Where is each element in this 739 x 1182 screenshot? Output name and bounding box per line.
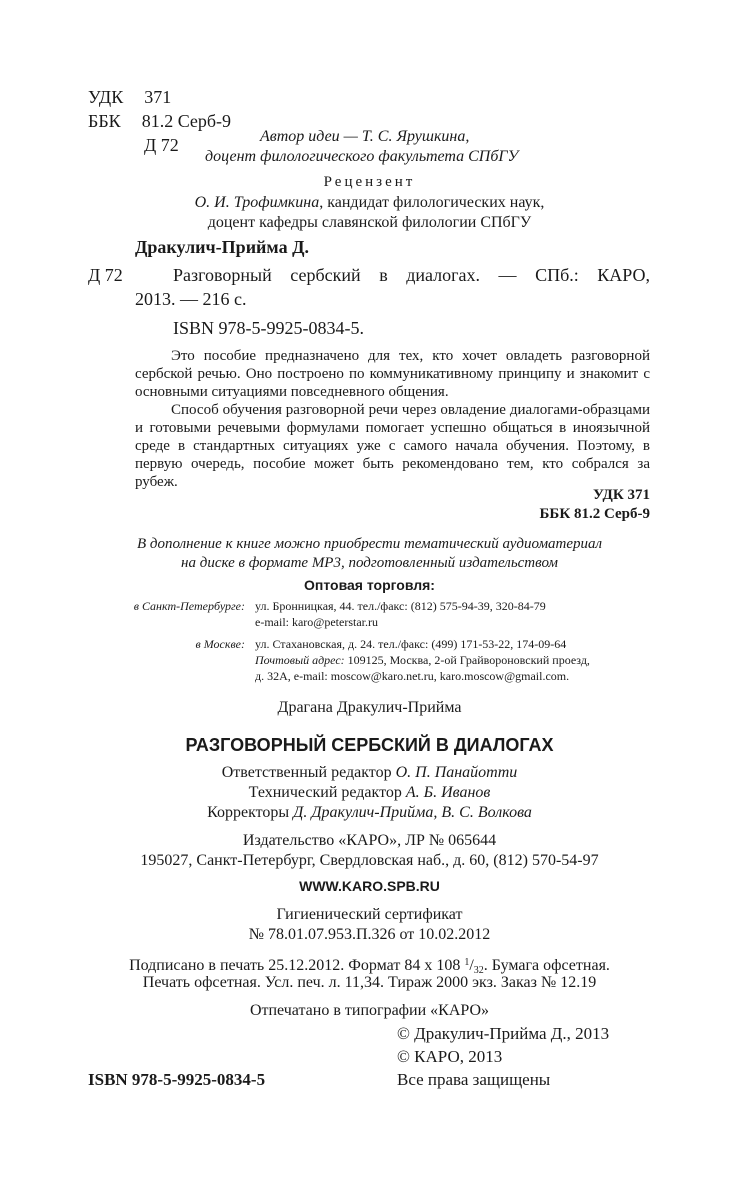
bib-line-1: Разговорный сербский в диалогах. — СПб.: КАРО, <box>173 265 650 285</box>
printed-at: Отпечатано в типографии «КАРО» <box>249 1002 490 1019</box>
supplement-line-1: В дополнение к книге можно приобрести тематический аудиоматериал <box>136 536 603 552</box>
credit-3 <box>0 803 739 823</box>
postal-address: 109125, Москва, 2-ой Грайвороновский проезд, <box>344 653 590 667</box>
print-line-2: Печать офсетная. Усл. печ. л. 11,34. Тираж 2000 экз. Заказ № 12.19 <box>142 974 597 991</box>
wholesale-spb-label: в Санкт-Петербурге: <box>133 599 245 613</box>
credit-role: Корректоры <box>207 804 294 821</box>
reviewer-line-1 <box>0 193 739 213</box>
format-fraction-num: 1 <box>464 957 470 968</box>
author-sign: Д 72 <box>144 135 179 155</box>
bbk-value: 81.2 Серб-9 <box>141 111 232 131</box>
wholesale-title: Оптовая торговля: <box>304 577 435 593</box>
udk-bold: УДК 371 <box>593 487 650 503</box>
full-author: Драгана Дракулич-Прийма <box>277 699 462 716</box>
copyright-author: © Дракулич-Прийма Д., 2013 <box>397 1024 610 1043</box>
print-pre: Подписано в печать 25.12.2012. Формат 84 х 108 <box>129 957 465 974</box>
supplement-line-2: на диске в формате МР3, подготовленный издательством <box>181 555 558 571</box>
bib-sign: Д 72 <box>88 265 123 285</box>
annotation <box>135 347 650 491</box>
print-post: . Бумага офсетная. <box>483 957 610 974</box>
reviewer-degree: , кандидат филологических наук, <box>319 194 545 211</box>
credit-role: Технический редактор <box>248 784 406 801</box>
certificate-line-2: № 78.01.07.953.П.326 от 10.02.2012 <box>248 926 491 943</box>
copyright-publisher: © КАРО, 2013 <box>397 1047 503 1066</box>
bbk-bold: ББК 81.2 Серб-9 <box>539 506 650 522</box>
all-rights-reserved: Все права защищены <box>397 1070 551 1089</box>
bib-line-2: 2013. — 216 с. <box>135 289 247 309</box>
udk-line <box>88 86 171 108</box>
credit-name: А. Б. Иванов <box>405 784 491 801</box>
publisher-line-2: 195027, Санкт-Петербург, Свердловская наб., д. 60, (812) 570-54-97 <box>140 852 599 869</box>
reviewer-line-2: доцент кафедры славянской филологии СПбГУ <box>207 214 532 231</box>
udk-value: 371 <box>144 87 172 107</box>
wholesale-msk-label: в Москве: <box>195 637 245 651</box>
reviewer-title: Рецензент <box>323 174 416 190</box>
certificate-line-1: Гигиенический сертификат <box>276 906 463 923</box>
format-fraction-den: 32 <box>473 965 484 976</box>
wholesale-msk-line-1: ул. Стахановская, д. 24. тел./факс: (499) 171-53-22, 174-09-64 <box>255 637 567 651</box>
annotation-paragraph-2: Способ обучения разговорной речи через овладение диалогами-образцами и готовыми речевыми формулами помогает успешно общаться в иноязычной среде в стандартных ситуациях уже с самого начала обучения. Поэтому, в первую очередь, пособие может быть рекомендовано тем, кто собрался за рубеж. <box>135 402 650 490</box>
bbk-line <box>88 110 231 132</box>
isbn-bottom: ISBN 978-5-9925-0834-5 <box>88 1070 266 1089</box>
postal-label: Почтовый адрес: <box>255 653 345 667</box>
publisher-line-1: Издательство «КАРО», ЛР № 065644 <box>242 832 497 849</box>
format-fraction-sep: / <box>469 957 474 974</box>
bib-isbn: ISBN 978-5-9925-0834-5. <box>173 318 364 338</box>
idea-line-2: доцент филологического факультета СПбГУ <box>205 148 519 165</box>
author-heading: Дракулич-Прийма Д. <box>135 237 309 257</box>
book-title: РАЗГОВОРНЫЙ СЕРБСКИЙ В ДИАЛОГАХ <box>185 735 554 755</box>
credit-name: Д. Дракулич-Прийма, В. С. Волкова <box>293 804 532 821</box>
credit-1 <box>0 763 739 783</box>
credit-role: Ответственный редактор <box>221 764 396 781</box>
credit-name: О. П. Панайотти <box>395 764 518 781</box>
wholesale-msk-line-2 <box>255 653 590 668</box>
annotation-paragraph-1: Это пособие предназначено для тех, кто хочет овладеть разговорной сербской речью. Оно построено по коммуникативному принципу и знакомит с основными ситуациями повседневного общения. <box>135 348 650 400</box>
reviewer-name: О. И. Трофимкина <box>194 194 320 211</box>
wholesale-spb-line-2: e-mail: karo@peterstar.ru <box>255 615 378 629</box>
wholesale-spb-line-1: ул. Бронницкая, 44. тел./факс: (812) 575-94-39, 320-84-79 <box>255 599 546 613</box>
publisher-url[interactable]: WWW.KARO.SPB.RU <box>299 878 440 894</box>
idea-line-1: Автор идеи — Т. С. Ярушкина, <box>260 128 470 145</box>
bbk-label: ББК <box>88 111 121 131</box>
udk-label: УДК <box>88 87 124 107</box>
credit-2 <box>0 783 739 803</box>
wholesale-msk-line-3: д. 32А, e-mail: moscow@karo.net.ru, karo.moscow@gmail.com. <box>255 669 570 683</box>
